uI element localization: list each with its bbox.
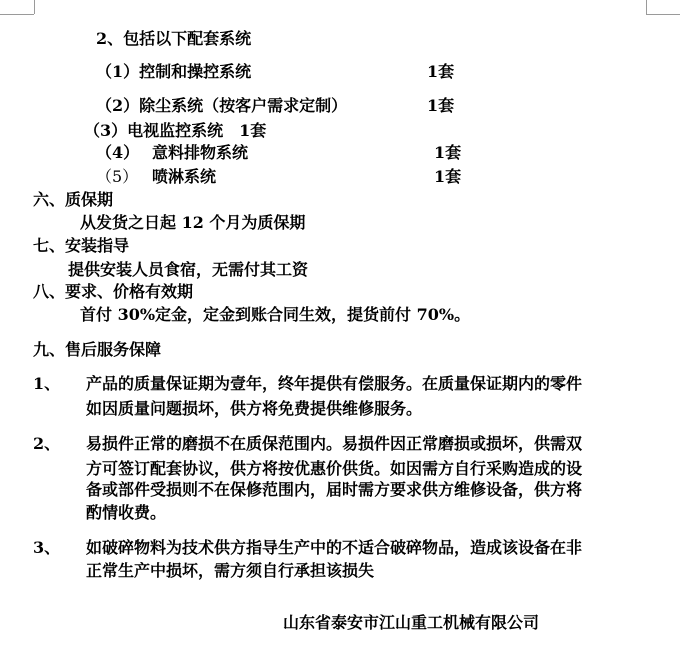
service-item-2-line-4: 酌情收费。 [86, 503, 167, 522]
subsystem-2-qty: 1套 [427, 96, 455, 115]
subsystem-5-number: （5） [96, 167, 139, 186]
item-2-heading: 2、包括以下配套系统 [96, 29, 252, 48]
service-item-2-line-1: 易损件正常的磨损不在质保范围内。易损件因正常磨损或损坏，供需双 [86, 434, 583, 453]
section-six-title: 六、质保期 [33, 190, 114, 209]
subsystem-4-number: （4） [96, 143, 140, 162]
section-seven-title: 七、安装指导 [33, 236, 130, 255]
service-item-1-number: 1、 [33, 374, 61, 393]
service-item-3-line-2: 正常生产中损坏，需方须自行承担该损失 [86, 561, 375, 580]
subsystem-5: 喷淋系统 [152, 167, 217, 186]
page-corner-mark-left [34, 0, 35, 14]
subsystem-4-qty: 1套 [434, 143, 462, 162]
subsystem-1: （1）控制和操控系统 [96, 62, 252, 81]
subsystem-3: （3）电视监控系统 1套 [84, 121, 267, 140]
service-item-2-line-3: 备或部件受损则不在保修范围内，届时需方要求供方维修设备，供方将 [86, 480, 583, 499]
section-eight-title: 八、要求、价格有效期 [33, 282, 194, 301]
page-corner-mark-left-h [0, 14, 34, 15]
subsystem-2: （2）除尘系统（按客户需求定制） [96, 96, 348, 115]
page-corner-mark-right [646, 0, 647, 14]
service-item-3-line-1: 如破碎物料为技术供方指导生产中的不适合破碎物品，造成该设备在非 [86, 538, 583, 557]
section-seven-body: 提供安装人员食宿，无需付其工资 [68, 260, 309, 279]
service-item-2-number: 2、 [33, 434, 61, 453]
company-signature: 山东省泰安市江山重工机械有限公司 [283, 613, 540, 632]
section-nine-title: 九、售后服务保障 [33, 340, 162, 359]
section-eight-body: 首付 30%定金，定金到账合同生效，提货前付 70%。 [80, 305, 471, 324]
service-item-2-line-2: 方可签订配套协议，供方将按优惠价供货。如因需方自行采购造成的设 [86, 459, 583, 478]
subsystem-5-qty: 1套 [434, 167, 462, 186]
subsystem-4: 意料排物系统 [152, 143, 249, 162]
subsystem-1-qty: 1套 [427, 62, 455, 81]
service-item-3-number: 3、 [33, 538, 61, 557]
service-item-1-line-2: 如因质量问题损坏，供方将免费提供维修服务。 [86, 399, 423, 418]
page-corner-mark-right-h [646, 14, 680, 15]
section-six-body: 从发货之日起 12 个月为质保期 [80, 213, 306, 232]
service-item-1-line-1: 产品的质量保证期为壹年，终年提供有偿服务。在质量保证期内的零件 [86, 374, 583, 393]
